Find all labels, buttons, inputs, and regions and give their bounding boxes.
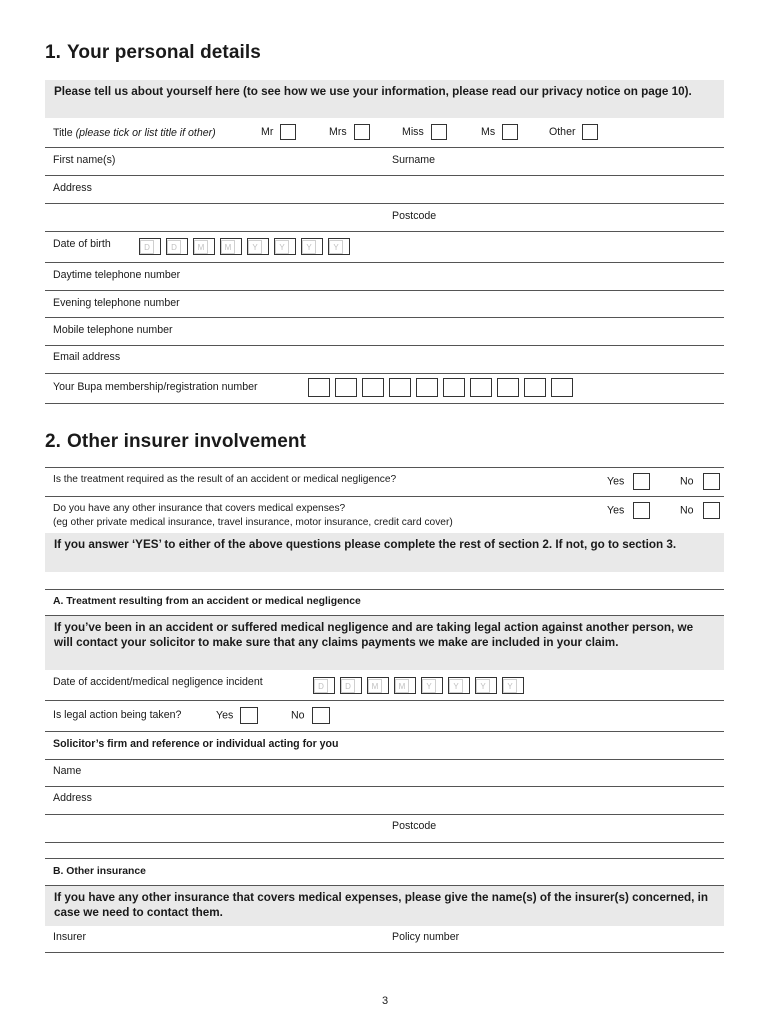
dob-digit[interactable]: D (166, 238, 188, 255)
membership-digit[interactable] (389, 378, 411, 397)
incident-date-digit[interactable]: Y (502, 677, 524, 694)
other-insurance-yes-checkbox[interactable] (633, 502, 650, 519)
section2-heading: 2. Other insurer involvement (45, 431, 307, 452)
incident-date-digit[interactable]: Y (475, 677, 497, 694)
membership-digit[interactable] (551, 378, 573, 397)
address-postcode-row[interactable]: Postcode (45, 204, 724, 232)
title-mr-checkbox[interactable] (280, 124, 296, 140)
accident-question-row: Is the treatment required as the result of an accident or medical negligence? Yes No (45, 467, 724, 497)
title-mrs-checkbox[interactable] (354, 124, 370, 140)
legal-action-row: Is legal action being taken? Yes No (45, 701, 724, 732)
daytime-phone-row[interactable]: Daytime telephone number (45, 263, 724, 291)
other-insurance-no-checkbox[interactable] (703, 502, 720, 519)
yes-instructions: If you answer ‘YES’ to either of the above questions please complete the rest of section 2. If not, go to section 3. (45, 533, 724, 572)
membership-digit[interactable] (470, 378, 492, 397)
dob-digit[interactable]: Y (247, 238, 269, 255)
incident-date-boxes[interactable] (313, 677, 529, 697)
section1-heading: 1. Your personal details (45, 42, 261, 63)
membership-digit[interactable] (497, 378, 519, 397)
membership-digit[interactable] (524, 378, 546, 397)
membership-digit[interactable] (308, 378, 330, 397)
membership-digit[interactable] (443, 378, 465, 397)
email-row[interactable]: Email address (45, 346, 724, 374)
partA-note: If you’ve been in an accident or suffered medical negligence and are taking legal action against another person, we will contact your solicitor to make sure that any claims payments we make are included in your claim. (45, 616, 724, 670)
dob-digit[interactable]: M (220, 238, 242, 255)
incident-date-row: Date of accident/medical negligence incident D D M M Y Y Y Y (45, 670, 724, 701)
membership-digit[interactable] (362, 378, 384, 397)
title-miss-checkbox[interactable] (431, 124, 447, 140)
title-other-checkbox[interactable] (582, 124, 598, 140)
insurer-row[interactable]: Insurer Policy number (45, 926, 724, 953)
title-row: Title (please tick or list title if other) Mr Mrs Miss Ms Other (45, 119, 724, 148)
dob-digit[interactable]: D (139, 238, 161, 255)
solicitor-name-row[interactable]: Name (45, 760, 724, 787)
membership-boxes[interactable] (308, 378, 578, 400)
solicitor-address-row[interactable]: Address (45, 787, 724, 815)
incident-date-digit[interactable]: Y (421, 677, 443, 694)
partB-heading: B. Other insurance (45, 858, 724, 886)
section1-intro: Please tell us about yourself here (to see how we use your information, please read our privacy notice on page 10). (45, 80, 724, 118)
dob-boxes[interactable] (139, 238, 355, 258)
membership-row: Your Bupa membership/registration number (45, 374, 724, 404)
page-number: 3 (381, 995, 389, 1007)
incident-date-digit[interactable]: D (313, 677, 335, 694)
legal-action-yes-checkbox[interactable] (240, 707, 258, 724)
incident-date-digit[interactable]: M (394, 677, 416, 694)
dob-digit[interactable]: Y (274, 238, 296, 255)
title-ms-checkbox[interactable] (502, 124, 518, 140)
membership-digit[interactable] (416, 378, 438, 397)
partB-note: If you have any other insurance that covers medical expenses, please give the name(s) of the insurer(s) concerned, in case we need to contact them. (45, 886, 724, 926)
legal-action-no-checkbox[interactable] (312, 707, 330, 724)
solicitor-postcode-row[interactable]: Postcode (45, 815, 724, 843)
accident-no-checkbox[interactable] (703, 473, 720, 490)
membership-digit[interactable] (335, 378, 357, 397)
incident-date-digit[interactable]: Y (448, 677, 470, 694)
address-row[interactable]: Address (45, 176, 724, 204)
other-insurance-question-row: Do you have any other insurance that covers medical expenses? (eg other private medical insurance, travel insurance, motor insurance, credit card cover) Yes No (45, 497, 724, 533)
solicitor-heading-row: Solicitor’s firm and reference or individual acting for you (45, 732, 724, 760)
mobile-phone-row[interactable]: Mobile telephone number (45, 318, 724, 346)
accident-yes-checkbox[interactable] (633, 473, 650, 490)
evening-phone-row[interactable]: Evening telephone number (45, 291, 724, 318)
dob-digit[interactable]: Y (328, 238, 350, 255)
partA-heading: A. Treatment resulting from an accident or medical negligence (45, 589, 724, 616)
dob-digit[interactable]: Y (301, 238, 323, 255)
dob-row: Date of birth D D M M Y Y Y Y (45, 232, 724, 263)
name-row[interactable]: First name(s) Surname (45, 148, 724, 176)
dob-digit[interactable]: M (193, 238, 215, 255)
incident-date-digit[interactable]: D (340, 677, 362, 694)
incident-date-digit[interactable]: M (367, 677, 389, 694)
